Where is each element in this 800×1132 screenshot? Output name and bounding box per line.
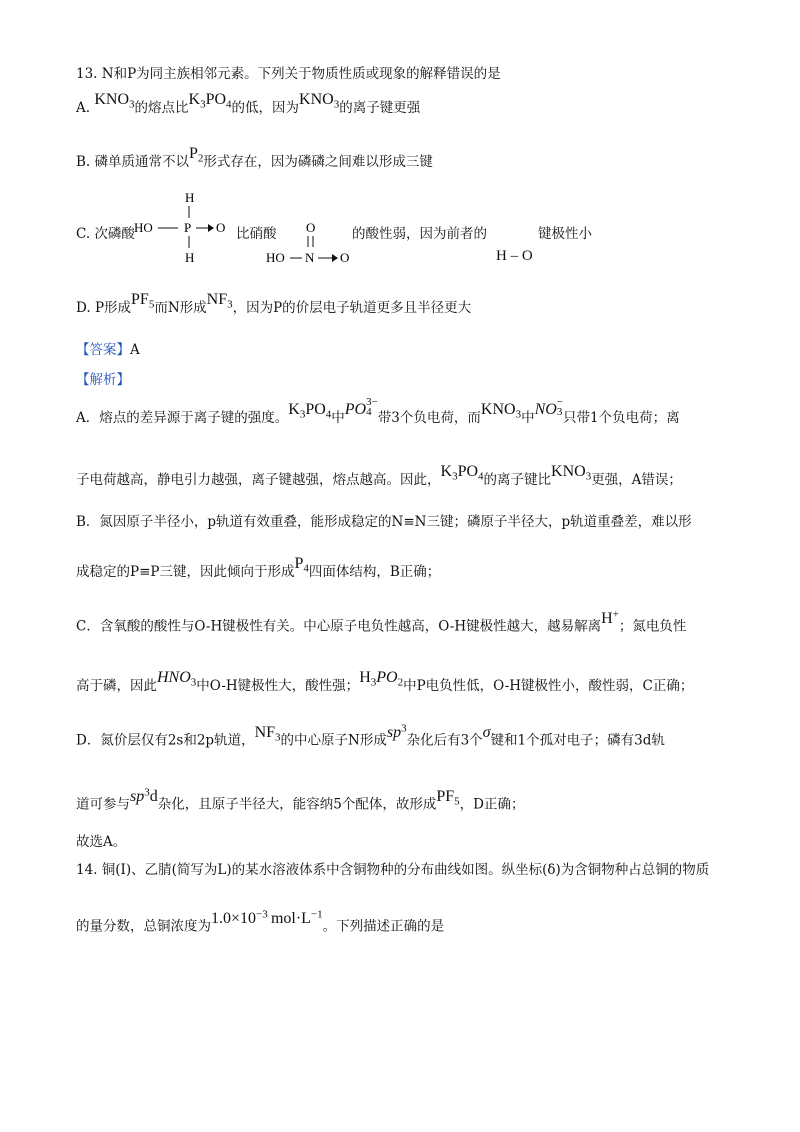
h3po2-structure-svg [134, 186, 234, 266]
analysis-conclusion: 故选A。 [76, 834, 127, 850]
analysis-d-line-2: 道可参与$sp^3d$杂化，且原子半径大，能容纳5个配体，故形成$PF_5$，D正确； [76, 786, 525, 813]
q13-option-a: A. $KNO_3$的熔点比$K_3PO_4$的低，因为$KNO_3$的离子键更强 [76, 91, 421, 116]
formula-kno3: KNO [94, 91, 130, 108]
analysis-b-line-2: 成稳定的P≡P三键，因此倾向于形成$P_4$四面体结构，B正确； [76, 555, 441, 580]
analysis-b-line-1: B．氮因原子半径小，p轨道有效重叠，能形成稳定的N≡N三键；磷原子半径大，p轨道重叠差，难以形 [76, 514, 692, 530]
formula-pf5: PF [131, 291, 149, 308]
analysis-a-line-2: 子电荷越高，静电引力越强，离子键越强，熔点越高。因此，$K_3PO_4$的离子键比$KNO_3$更强，A错误； [76, 463, 682, 488]
atom-p: P [184, 220, 192, 235]
atom-o: O [340, 250, 350, 265]
q14-line-2: 的量分数，总铜浓度为$1.0\times 10^{-3}$ $mol\cdot L^{-1}$。下列描述正确的是 [76, 908, 445, 935]
atom-o: O [216, 220, 226, 235]
analysis-a-line-1: A．熔点的差异源于离子键的强度。$K_3PO_4$中PO 3− 4 带3个负电荷，而$KNO_3$中NO − 3 只带1个负电荷；离 [76, 395, 680, 426]
answer-value: A [130, 342, 140, 358]
atom-n: N [305, 250, 315, 265]
answer-tag: 【答案】 [76, 342, 130, 358]
atom-h-top: H [185, 190, 195, 205]
analysis-c-line-2: 高于磷，因此$HNO_3$中O-H键极性大，酸性强；$H_3PO_2$中P电负性低，O-H键极性小，酸性弱，C正确； [76, 669, 694, 694]
formula-po4-ion: PO 3− 4 [344, 395, 378, 418]
analysis-d-line-1: D．氮价层仅有2s和2p轨道，$NF_3$的中心原子N形成$sp^3$杂化后有3个σ键和1个孤对电子；磷有3d轨 [76, 722, 665, 749]
hypophosphorous-acid-structure [134, 186, 234, 266]
option-c-text-4: 键极性小 [538, 226, 592, 242]
option-c-text-2: 比硝酸 [236, 226, 277, 242]
q13-option-b: B. 磷单质通常不以$P_2$形式存在，因为磷磷之间难以形成三键 [76, 145, 433, 170]
formula-kno3: KNO [299, 91, 334, 108]
q14-line-1: 14. 铜(I)、乙腈(简写为L)的某水溶液体系中含铜物种的分布曲线如图。纵坐标(δ)为含铜物种占总铜的物质 [76, 862, 710, 878]
option-a-label: A. [76, 100, 91, 116]
sigma-symbol: σ [482, 723, 491, 741]
analysis-tag: 【解析】 [76, 372, 130, 388]
atom-h-bottom: H [185, 250, 195, 265]
formula-no3-ion: NO − 3 [534, 395, 564, 418]
analysis-c-line-1: C．含氧酸的酸性与O-H键极性有关。中心原子电负性越高，O-H键极性越大，越易解离H+；氮电负性 [76, 608, 687, 635]
atom-o-top: O [306, 220, 316, 235]
atom-ho: HO [266, 250, 285, 265]
option-c-text-3: 的酸性弱，因为前者的 [352, 226, 487, 242]
formula-nf3: NF [206, 291, 228, 308]
formula-k3po4: K [188, 91, 201, 108]
atom-ho: HO [134, 220, 153, 235]
h-o-bond: H – O [496, 248, 533, 264]
q13-option-d: D. P形成$PF_5$而N形成$NF_3$，因为P的价层电子轨道更多且半径更大 [76, 291, 472, 316]
q13-stem: 13. N和P为同主族相邻元素。下列关于物质性质或现象的解释错误的是 [76, 66, 501, 82]
total-copper-concentration: $1.0\times 10^{-3}$ $mol\cdot L^{-1}$ [211, 908, 323, 927]
nitric-acid-structure [266, 218, 356, 268]
q13-option-c: C. 次磷酸 [76, 226, 135, 242]
answer-line [76, 340, 140, 360]
formula-p2: P [189, 145, 198, 162]
hno3-structure-svg [266, 218, 356, 268]
